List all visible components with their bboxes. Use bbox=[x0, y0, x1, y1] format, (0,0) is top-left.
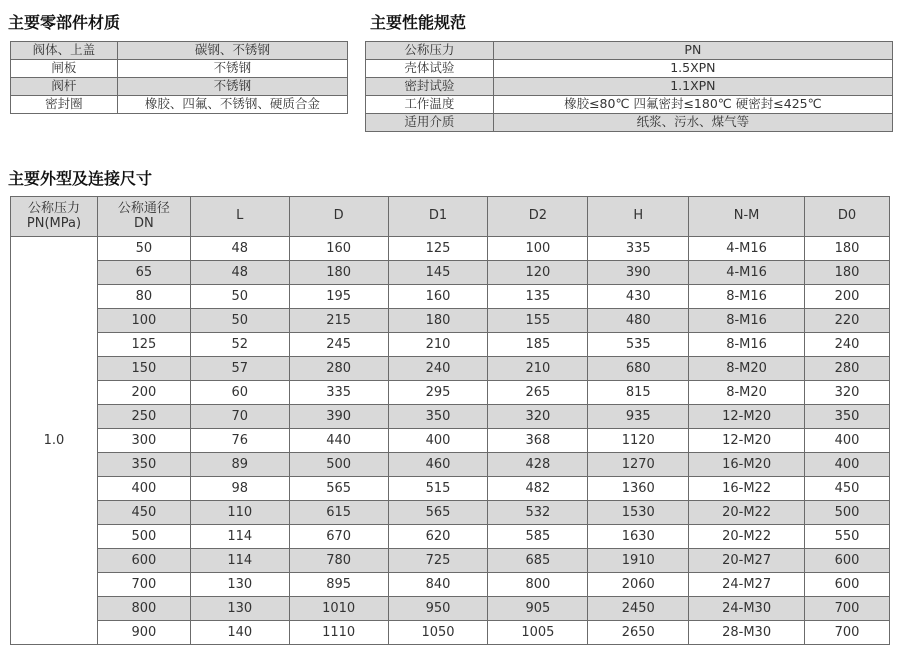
d-cell: 440 bbox=[289, 429, 388, 453]
table-row bbox=[366, 96, 893, 114]
dn-cell: 800 bbox=[97, 597, 190, 621]
h-cell: 680 bbox=[588, 357, 689, 381]
d2-cell: 1005 bbox=[488, 621, 588, 645]
h-cell: 480 bbox=[588, 309, 689, 333]
d-cell: 180 bbox=[289, 261, 388, 285]
dn-cell: 350 bbox=[97, 453, 190, 477]
d2-cell: 482 bbox=[488, 477, 588, 501]
col-header-d2: D2 bbox=[488, 197, 588, 237]
l-cell: 110 bbox=[190, 501, 289, 525]
table-row bbox=[11, 429, 890, 453]
d2-cell: 120 bbox=[488, 261, 588, 285]
material-cell: 碳钢、不锈钢 bbox=[117, 42, 347, 60]
d0-cell: 400 bbox=[805, 453, 890, 477]
table-row bbox=[11, 60, 348, 78]
table-row bbox=[11, 405, 890, 429]
table-row bbox=[11, 501, 890, 525]
d0-cell: 320 bbox=[805, 381, 890, 405]
l-cell: 50 bbox=[190, 309, 289, 333]
dn-cell: 300 bbox=[97, 429, 190, 453]
d0-cell: 180 bbox=[805, 261, 890, 285]
part-cell: 阀体、上盖 bbox=[11, 42, 118, 60]
d1-cell: 145 bbox=[388, 261, 488, 285]
h-cell: 2450 bbox=[588, 597, 689, 621]
h-cell: 2650 bbox=[588, 621, 689, 645]
h-cell: 815 bbox=[588, 381, 689, 405]
nm-cell: 28-M30 bbox=[689, 621, 805, 645]
d2-cell: 135 bbox=[488, 285, 588, 309]
d2-cell: 320 bbox=[488, 405, 588, 429]
d1-cell: 950 bbox=[388, 597, 488, 621]
d1-cell: 400 bbox=[388, 429, 488, 453]
d-cell: 615 bbox=[289, 501, 388, 525]
table-row bbox=[11, 261, 890, 285]
nm-cell: 12-M20 bbox=[689, 429, 805, 453]
table-row bbox=[11, 309, 890, 333]
dn-cell: 150 bbox=[97, 357, 190, 381]
d1-cell: 240 bbox=[388, 357, 488, 381]
table-row bbox=[366, 42, 893, 60]
nm-cell: 8-M20 bbox=[689, 381, 805, 405]
dn-cell: 125 bbox=[97, 333, 190, 357]
l-cell: 89 bbox=[190, 453, 289, 477]
l-cell: 60 bbox=[190, 381, 289, 405]
table-row bbox=[11, 525, 890, 549]
d0-cell: 180 bbox=[805, 237, 890, 261]
item-cell: 工作温度 bbox=[366, 96, 494, 114]
table-row bbox=[11, 597, 890, 621]
table-row bbox=[366, 78, 893, 96]
d1-cell: 515 bbox=[388, 477, 488, 501]
dn-cell: 700 bbox=[97, 573, 190, 597]
nm-cell: 8-M16 bbox=[689, 309, 805, 333]
nm-cell: 4-M16 bbox=[689, 261, 805, 285]
h-cell: 390 bbox=[588, 261, 689, 285]
item-cell: 公称压力 bbox=[366, 42, 494, 60]
nm-cell: 20-M27 bbox=[689, 549, 805, 573]
col-header-h: H bbox=[588, 197, 689, 237]
d-cell: 1110 bbox=[289, 621, 388, 645]
dn-cell: 80 bbox=[97, 285, 190, 309]
d1-cell: 125 bbox=[388, 237, 488, 261]
table-row bbox=[11, 42, 348, 60]
d2-cell: 265 bbox=[488, 381, 588, 405]
h-cell: 1270 bbox=[588, 453, 689, 477]
material-cell: 不锈钢 bbox=[117, 78, 347, 96]
l-cell: 70 bbox=[190, 405, 289, 429]
pn-header bbox=[11, 197, 98, 237]
value-cell: PN bbox=[493, 42, 892, 60]
value-cell: 1.5XPN bbox=[493, 60, 892, 78]
col-header-d0: D0 bbox=[805, 197, 890, 237]
col-header-nm: N-M bbox=[689, 197, 805, 237]
d-cell: 390 bbox=[289, 405, 388, 429]
d2-cell: 532 bbox=[488, 501, 588, 525]
material-cell: 不锈钢 bbox=[117, 60, 347, 78]
d0-cell: 450 bbox=[805, 477, 890, 501]
col-header-d1: D1 bbox=[388, 197, 488, 237]
l-cell: 130 bbox=[190, 597, 289, 621]
h-cell: 935 bbox=[588, 405, 689, 429]
table-row bbox=[11, 573, 890, 597]
d0-cell: 240 bbox=[805, 333, 890, 357]
d-cell: 1010 bbox=[289, 597, 388, 621]
l-cell: 48 bbox=[190, 237, 289, 261]
d0-cell: 350 bbox=[805, 405, 890, 429]
d2-cell: 905 bbox=[488, 597, 588, 621]
item-cell: 密封试验 bbox=[366, 78, 494, 96]
table-row bbox=[11, 381, 890, 405]
dimensions-title: 主要外型及连接尺寸 bbox=[8, 169, 153, 188]
d1-cell: 620 bbox=[388, 525, 488, 549]
d2-cell: 428 bbox=[488, 453, 588, 477]
nm-cell: 20-M22 bbox=[689, 501, 805, 525]
d0-cell: 600 bbox=[805, 549, 890, 573]
nm-cell: 24-M27 bbox=[689, 573, 805, 597]
d2-cell: 685 bbox=[488, 549, 588, 573]
d1-cell: 1050 bbox=[388, 621, 488, 645]
item-cell: 适用介质 bbox=[366, 114, 494, 132]
d1-cell: 840 bbox=[388, 573, 488, 597]
materials-table bbox=[10, 41, 348, 114]
d-cell: 195 bbox=[289, 285, 388, 309]
d1-cell: 180 bbox=[388, 309, 488, 333]
l-cell: 130 bbox=[190, 573, 289, 597]
dn-cell: 65 bbox=[97, 261, 190, 285]
d-cell: 780 bbox=[289, 549, 388, 573]
table-row bbox=[11, 357, 890, 381]
nm-cell: 12-M20 bbox=[689, 405, 805, 429]
d2-cell: 800 bbox=[488, 573, 588, 597]
d0-cell: 200 bbox=[805, 285, 890, 309]
l-cell: 48 bbox=[190, 261, 289, 285]
dn-cell: 600 bbox=[97, 549, 190, 573]
value-cell: 纸浆、污水、煤气等 bbox=[493, 114, 892, 132]
table-row bbox=[366, 114, 893, 132]
d0-cell: 400 bbox=[805, 429, 890, 453]
item-cell: 壳体试验 bbox=[366, 60, 494, 78]
nm-cell: 8-M16 bbox=[689, 285, 805, 309]
d-cell: 280 bbox=[289, 357, 388, 381]
l-cell: 114 bbox=[190, 549, 289, 573]
d2-cell: 185 bbox=[488, 333, 588, 357]
l-cell: 76 bbox=[190, 429, 289, 453]
d0-cell: 600 bbox=[805, 573, 890, 597]
d1-cell: 350 bbox=[388, 405, 488, 429]
d-cell: 215 bbox=[289, 309, 388, 333]
d-cell: 500 bbox=[289, 453, 388, 477]
d0-cell: 700 bbox=[805, 621, 890, 645]
d-cell: 895 bbox=[289, 573, 388, 597]
d0-cell: 280 bbox=[805, 357, 890, 381]
performance-table bbox=[365, 41, 893, 132]
dn-cell: 200 bbox=[97, 381, 190, 405]
table-row bbox=[11, 453, 890, 477]
nm-cell: 20-M22 bbox=[689, 525, 805, 549]
d1-cell: 460 bbox=[388, 453, 488, 477]
d1-cell: 210 bbox=[388, 333, 488, 357]
dn-cell: 400 bbox=[97, 477, 190, 501]
d2-cell: 585 bbox=[488, 525, 588, 549]
dn-cell: 250 bbox=[97, 405, 190, 429]
d1-cell: 160 bbox=[388, 285, 488, 309]
dn-cell: 100 bbox=[97, 309, 190, 333]
h-cell: 535 bbox=[588, 333, 689, 357]
d1-cell: 295 bbox=[388, 381, 488, 405]
h-cell: 1910 bbox=[588, 549, 689, 573]
h-cell: 335 bbox=[588, 237, 689, 261]
value-cell: 1.1XPN bbox=[493, 78, 892, 96]
l-cell: 57 bbox=[190, 357, 289, 381]
table-row bbox=[11, 78, 348, 96]
d0-cell: 500 bbox=[805, 501, 890, 525]
l-cell: 140 bbox=[190, 621, 289, 645]
d-cell: 565 bbox=[289, 477, 388, 501]
dn-cell: 50 bbox=[97, 237, 190, 261]
d-cell: 245 bbox=[289, 333, 388, 357]
header-row bbox=[11, 197, 890, 237]
d-cell: 160 bbox=[289, 237, 388, 261]
materials-title: 主要零部件材质 bbox=[8, 13, 121, 32]
table-row bbox=[11, 285, 890, 309]
h-cell: 1360 bbox=[588, 477, 689, 501]
d2-cell: 210 bbox=[488, 357, 588, 381]
l-cell: 98 bbox=[190, 477, 289, 501]
performance-title: 主要性能规范 bbox=[370, 13, 467, 32]
d2-cell: 368 bbox=[488, 429, 588, 453]
pn-header-line1: 公称压力 bbox=[27, 200, 80, 216]
dn-header-line2: DN bbox=[134, 215, 154, 231]
dn-cell: 450 bbox=[97, 501, 190, 525]
dn-cell: 900 bbox=[97, 621, 190, 645]
l-cell: 50 bbox=[190, 285, 289, 309]
nm-cell: 4-M16 bbox=[689, 237, 805, 261]
d2-cell: 100 bbox=[488, 237, 588, 261]
material-cell: 橡胶、四氟、不锈钢、硬质合金 bbox=[117, 96, 347, 114]
table-row bbox=[11, 621, 890, 645]
dn-cell: 500 bbox=[97, 525, 190, 549]
l-cell: 114 bbox=[190, 525, 289, 549]
h-cell: 1630 bbox=[588, 525, 689, 549]
table-row bbox=[11, 96, 348, 114]
nm-cell: 8-M16 bbox=[689, 333, 805, 357]
dimensions-table bbox=[10, 196, 890, 645]
dn-header bbox=[97, 197, 190, 237]
nm-cell: 16-M20 bbox=[689, 453, 805, 477]
col-header-l: L bbox=[190, 197, 289, 237]
d0-cell: 220 bbox=[805, 309, 890, 333]
h-cell: 2060 bbox=[588, 573, 689, 597]
pn-value-cell: 1.0 bbox=[11, 237, 98, 645]
nm-cell: 16-M22 bbox=[689, 477, 805, 501]
h-cell: 1530 bbox=[588, 501, 689, 525]
d-cell: 670 bbox=[289, 525, 388, 549]
d-cell: 335 bbox=[289, 381, 388, 405]
d0-cell: 700 bbox=[805, 597, 890, 621]
h-cell: 430 bbox=[588, 285, 689, 309]
table-row bbox=[11, 237, 890, 261]
h-cell: 1120 bbox=[588, 429, 689, 453]
dn-header-line1: 公称通径 bbox=[117, 200, 170, 216]
part-cell: 闸板 bbox=[11, 60, 118, 78]
col-header-d: D bbox=[289, 197, 388, 237]
d2-cell: 155 bbox=[488, 309, 588, 333]
table-row bbox=[11, 549, 890, 573]
part-cell: 密封圈 bbox=[11, 96, 118, 114]
table-row bbox=[11, 477, 890, 501]
value-cell: 橡胶≤80℃ 四氟密封≤180℃ 硬密封≤425℃ bbox=[493, 96, 892, 114]
part-cell: 阀杆 bbox=[11, 78, 118, 96]
table-row bbox=[11, 333, 890, 357]
pn-header-line2: PN(MPa) bbox=[26, 215, 82, 231]
d1-cell: 725 bbox=[388, 549, 488, 573]
nm-cell: 8-M20 bbox=[689, 357, 805, 381]
nm-cell: 24-M30 bbox=[689, 597, 805, 621]
d1-cell: 565 bbox=[388, 501, 488, 525]
table-row bbox=[366, 60, 893, 78]
d0-cell: 550 bbox=[805, 525, 890, 549]
l-cell: 52 bbox=[190, 333, 289, 357]
